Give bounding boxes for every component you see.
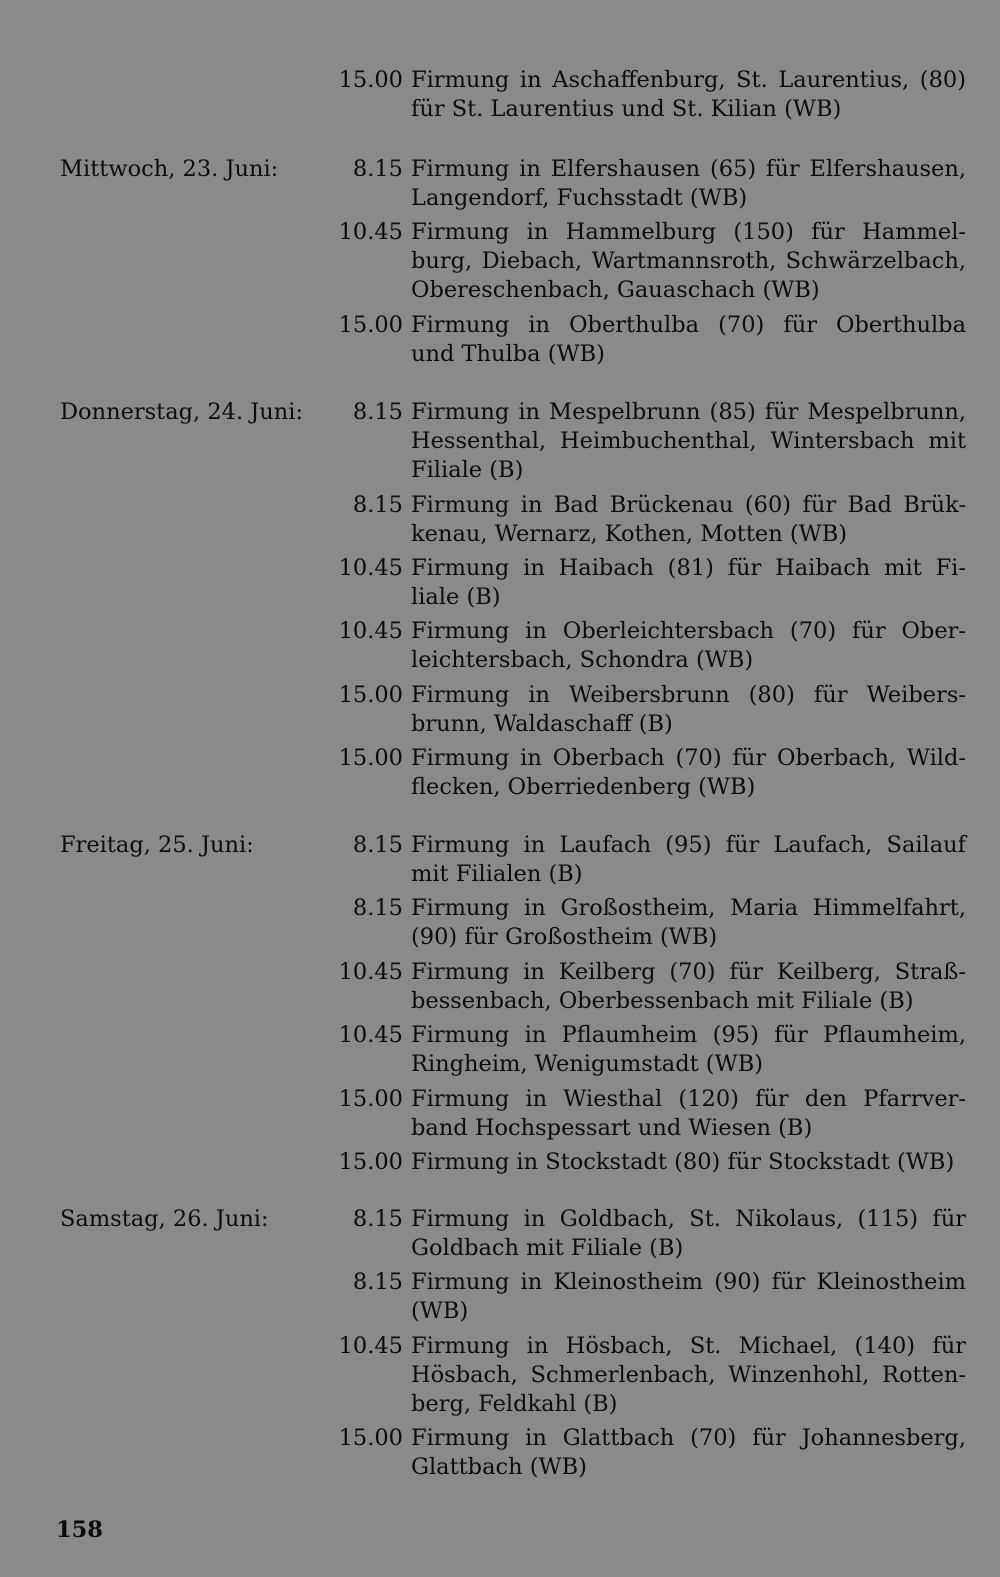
- entry-line: band Hochspessart und Wiesen (B): [411, 1114, 813, 1141]
- entry-line: Glattbach (WB): [411, 1454, 587, 1481]
- entry-line: Firmung in Haibach (81) für Haibach mit Fi-: [411, 554, 966, 581]
- page-number: 158: [56, 1517, 103, 1543]
- entry-line: (WB): [411, 1298, 469, 1325]
- entry-line: Firmung in Wiesthal (120) für den Pfarrver-: [411, 1085, 966, 1112]
- entry-line: Firmung in Oberthulba (70) für Oberthulba: [411, 311, 966, 338]
- entry-line: Goldbach mit Filiale (B): [411, 1235, 684, 1261]
- entry-line: mit Filialen (B): [411, 861, 583, 887]
- entry-text: [411, 66, 966, 124]
- entry-text: [411, 311, 966, 369]
- entry-line: Firmung in Aschaffenburg, St. Laurentius, (80): [411, 67, 966, 93]
- entry-line: Firmung in Kleinostheim (90) für Kleinostheim: [411, 1269, 966, 1296]
- entry-time: 15.00: [338, 311, 403, 338]
- entry-text: [411, 1148, 966, 1177]
- entry-text: [411, 958, 966, 1016]
- entry-text: [411, 155, 966, 213]
- entry-time: 8.15: [352, 491, 403, 518]
- entry-line: Firmung in Pflaumheim (95) für Pflaumheim,: [411, 1022, 966, 1049]
- entry-time: 8.15: [352, 1206, 403, 1232]
- entry-line: Firmung in Keilberg (70) für Keilberg, Straß-: [411, 958, 966, 985]
- entry-time: 10.45: [338, 958, 403, 985]
- entry-line: Firmung in Laufach (95) für Laufach, Sailauf: [411, 832, 966, 858]
- entry-line: Filiale (B): [411, 457, 524, 483]
- entry-time: 15.00: [338, 67, 403, 93]
- entry-line: Firmung in Stockstadt (80) für Stockstadt (WB): [411, 1149, 955, 1175]
- entry-line: Firmung in Hammelburg (150) für Hammel-: [411, 219, 966, 246]
- entry-line: brunn, Waldaschaff (B): [411, 710, 673, 737]
- entry-text: [411, 554, 966, 612]
- entry-time: 10.45: [338, 1332, 403, 1359]
- day-label: Mittwoch, 23. Juni:: [60, 156, 279, 182]
- entry-time: 10.45: [338, 618, 403, 645]
- entry-line: Firmung in Elfershausen (65) für Elfershausen,: [411, 156, 966, 182]
- entry-line: bessenbach, Oberbessenbach mit Filiale (B): [411, 987, 914, 1014]
- entry-line: Firmung in Großostheim, Maria Himmelfahrt,: [411, 895, 966, 922]
- entry-time: 8.15: [352, 895, 403, 922]
- entry-line: leichtersbach, Schondra (WB): [411, 647, 754, 674]
- entry-text: [411, 491, 966, 549]
- entry-line: Firmung in Weibersbrunn (80) für Weibers-: [411, 681, 966, 708]
- entry-line: burg, Diebach, Wartmannsroth, Schwärzelbach,: [411, 248, 966, 275]
- entry-line: für St. Laurentius und St. Kilian (WB): [411, 96, 842, 122]
- entry-line: Firmung in Glattbach (70) für Johannesberg,: [411, 1425, 966, 1452]
- entry-line: Firmung in Goldbach, St. Nikolaus, (115) für: [411, 1206, 966, 1232]
- entry-time: 15.00: [338, 681, 403, 708]
- entry-time: 8.15: [352, 156, 403, 182]
- entry-time: 15.00: [338, 1085, 403, 1112]
- entry-line: Langendorf, Fuchsstadt (WB): [411, 185, 748, 211]
- entry-text: [411, 831, 966, 889]
- entry-time: 10.45: [338, 554, 403, 581]
- entry-line: berg, Feldkahl (B): [411, 1390, 618, 1417]
- entry-line: Obereschenbach, Gauaschach (WB): [411, 277, 820, 304]
- entry-text: [411, 1424, 966, 1482]
- entry-line: Hösbach, Schmerlenbach, Winzenhohl, Rotten-: [411, 1361, 966, 1388]
- entry-text: [411, 398, 966, 485]
- entry-line: Firmung in Oberleichtersbach (70) für Ober-: [411, 618, 966, 645]
- day-label: Samstag, 26. Juni:: [60, 1206, 269, 1232]
- entry-line: Firmung in Mespelbrunn (85) für Mespelbrunn,: [411, 399, 966, 425]
- entry-line: flecken, Oberriedenberg (WB): [411, 774, 756, 801]
- entry-time: 15.00: [338, 1425, 403, 1452]
- entry-text: [411, 1021, 966, 1079]
- entry-time: 15.00: [338, 1149, 403, 1175]
- entry-text: [411, 1332, 966, 1419]
- entry-line: und Thulba (WB): [411, 340, 605, 367]
- entry-time: 10.45: [338, 219, 403, 246]
- entry-time: 10.45: [338, 1022, 403, 1049]
- entry-time: 8.15: [352, 832, 403, 858]
- entry-line: Firmung in Hösbach, St. Michael, (140) für: [411, 1332, 966, 1359]
- entry-line: Firmung in Oberbach (70) für Oberbach, Wild-: [411, 745, 966, 772]
- entry-line: kenau, Wernarz, Kothen, Motten (WB): [411, 520, 848, 547]
- entry-line: (90) für Großostheim (WB): [411, 924, 718, 951]
- entry-text: [411, 1085, 966, 1143]
- entry-text: [411, 1268, 966, 1326]
- entry-text: [411, 894, 966, 952]
- entry-text: [411, 1205, 966, 1263]
- entry-line: liale (B): [411, 583, 501, 610]
- entry-text: [411, 218, 966, 305]
- entry-time: 8.15: [352, 1269, 403, 1296]
- entry-line: Hessenthal, Heimbuchenthal, Wintersbach mit: [411, 428, 966, 454]
- entry-line: Firmung in Bad Brückenau (60) für Bad Brük-: [411, 491, 966, 518]
- day-label: Freitag, 25. Juni:: [60, 832, 254, 858]
- entry-text: [411, 681, 966, 739]
- entry-text: [411, 617, 966, 675]
- day-label: Donnerstag, 24. Juni:: [60, 399, 304, 425]
- entry-time: 8.15: [352, 399, 403, 425]
- entry-line: Ringheim, Wenigumstadt (WB): [411, 1051, 764, 1078]
- entry-time: 15.00: [338, 745, 403, 772]
- entry-text: [411, 744, 966, 802]
